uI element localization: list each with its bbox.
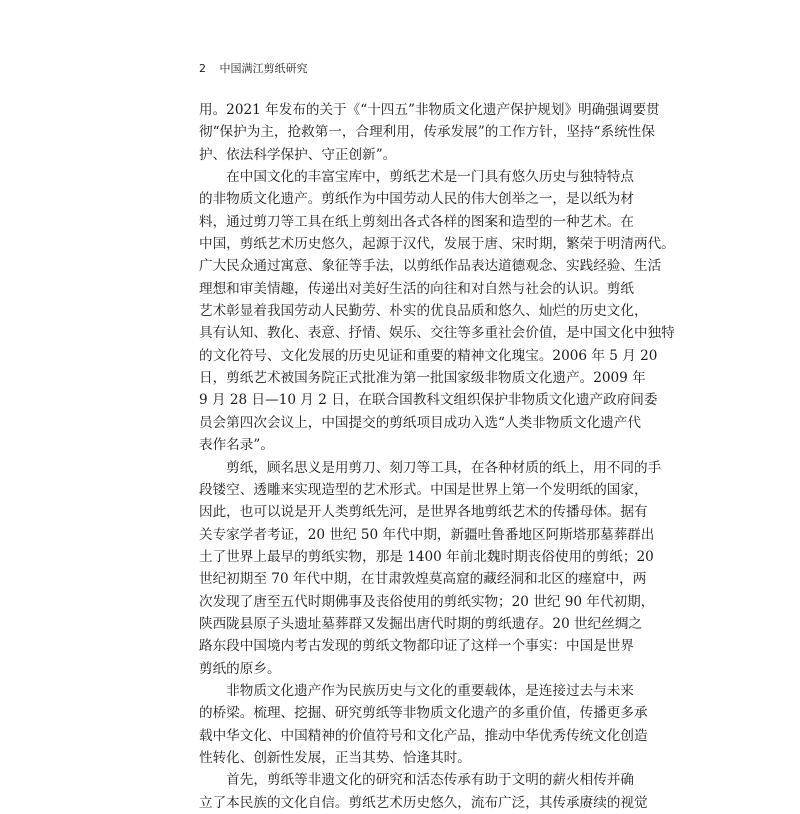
page-number: 2 [199,62,206,75]
text-line: 广大民众通过寓意、象征等手法，以剪纸作品表达道德观念、实践经验、生活 [199,258,662,275]
text-line: 护、依法科学保护、守正创新”。 [199,146,397,163]
text-line: 的非物质文化遗产。剪纸作为中国劳动人民的伟大创举之一，是以纸为材 [199,191,634,208]
text-line: 陕西陇县原子头遗址墓葬群又发掘出唐代时期的剪纸遗存。20 世纪丝绸之 [199,615,643,632]
text-line: 理想和审美情趣，传递出对美好生活的向往和对自然与社会的认识。剪纸 [199,280,634,297]
text-line: 路东段中国境内考古发现的剪纸文物都印证了这样一个事实：中国是世界 [199,638,634,655]
text-line: 次发现了唐至五代时期佛事及丧俗使用的剪纸实物；20 世纪 90 年代初期， [199,593,655,610]
text-line: 用。2021 年发布的关于《“十四五”非物质文化遗产保护规划》明确强调要贯 [199,102,660,118]
text-line: 表作名录”。 [199,437,274,454]
text-line: 首先，剪纸等非遗文化的研究和活态传承有助于文明的薪火相传并确 [199,772,634,789]
text-line: 艺术彰显着我国劳动人民勤劳、朴实的优良品质和悠久、灿烂的历史文化， [199,303,648,320]
running-head [199,60,308,76]
text-line: 剪纸，顾名思义是用剪刀、刻刀等工具，在各种材质的纸上，用不同的手 [199,459,662,476]
text-line: 因此，也可以说是开人类剪纸先河，是世界各地剪纸艺术的传播母体。据有 [199,504,648,521]
text-line: 性转化、创新性发展，正当其势、恰逢其时。 [199,749,471,766]
text-line: 员会第四次会议上，中国提交的剪纸项目成功入选“人类非物质文化遗产代 [199,414,641,431]
text-line: 彻“保护为主，抢救第一，合理利用，传承发展”的工作方针，坚持“系统性保 [199,124,655,141]
text-line: 中国，剪纸艺术历史悠久，起源于汉代，发展于唐、宋时期，繁荣于明清两代。 [199,236,675,253]
text-line: 的桥梁。梳理、挖掘、研究剪纸等非物质文化遗产的多重价值，传播更多承 [199,705,648,722]
text-line: 非物质文化遗产作为民族历史与文化的重要载体，是连接过去与未来 [199,682,634,699]
text-line: 关专家学者考证，20 世纪 50 年代中期，新疆吐鲁番地区阿斯塔那墓葬群出 [199,526,655,543]
text-line: 段镂空、透雕来实现造型的艺术形式。中国是世界上第一个发明纸的国家， [199,481,648,498]
text-line: 世纪初期至 70 年代中期，在甘肃敦煌莫高窟的藏经洞和北区的瘗窟中，两 [199,571,647,588]
text-line: 具有认知、教化、表意、抒情、娱乐、交往等多重社会价值，是中国文化中独特 [199,325,675,342]
text-line: 料，通过剪刀等工具在纸上剪刻出各式各样的图案和造型的一种艺术。在 [199,213,634,230]
text-line: 的文化符号、文化发展的历史见证和重要的精神文化瑰宝。2006 年 5 月 20 [199,347,658,364]
text-line: 9 月 28 日—10 月 2 日，在联合国教科文组织保护非物质文化遗产政府间委 [199,392,658,409]
text-line: 土了世界上最早的剪纸实物，那是 1400 年前北魏时期丧俗使用的剪纸；20 [199,548,654,565]
text-line: 在中国文化的丰富宝库中，剪纸艺术是一门具有悠久历史与独特特点 [199,169,634,186]
text-line: 立了本民族的文化自信。剪纸艺术历史悠久，流布广泛，其传承赓续的视觉 [199,794,648,811]
text-line: 剪纸的原乡。 [199,660,281,677]
body-text [199,99,675,814]
book-title: 中国满江剪纸研究 [219,62,308,75]
text-line: 日，剪纸艺术被国务院正式批准为第一批国家级非物质文化遗产。2009 年 [199,370,646,387]
text-line: 载中华文化、中国精神的价值符号和文化产品，推动中华优秀传统文化创造 [199,727,648,744]
